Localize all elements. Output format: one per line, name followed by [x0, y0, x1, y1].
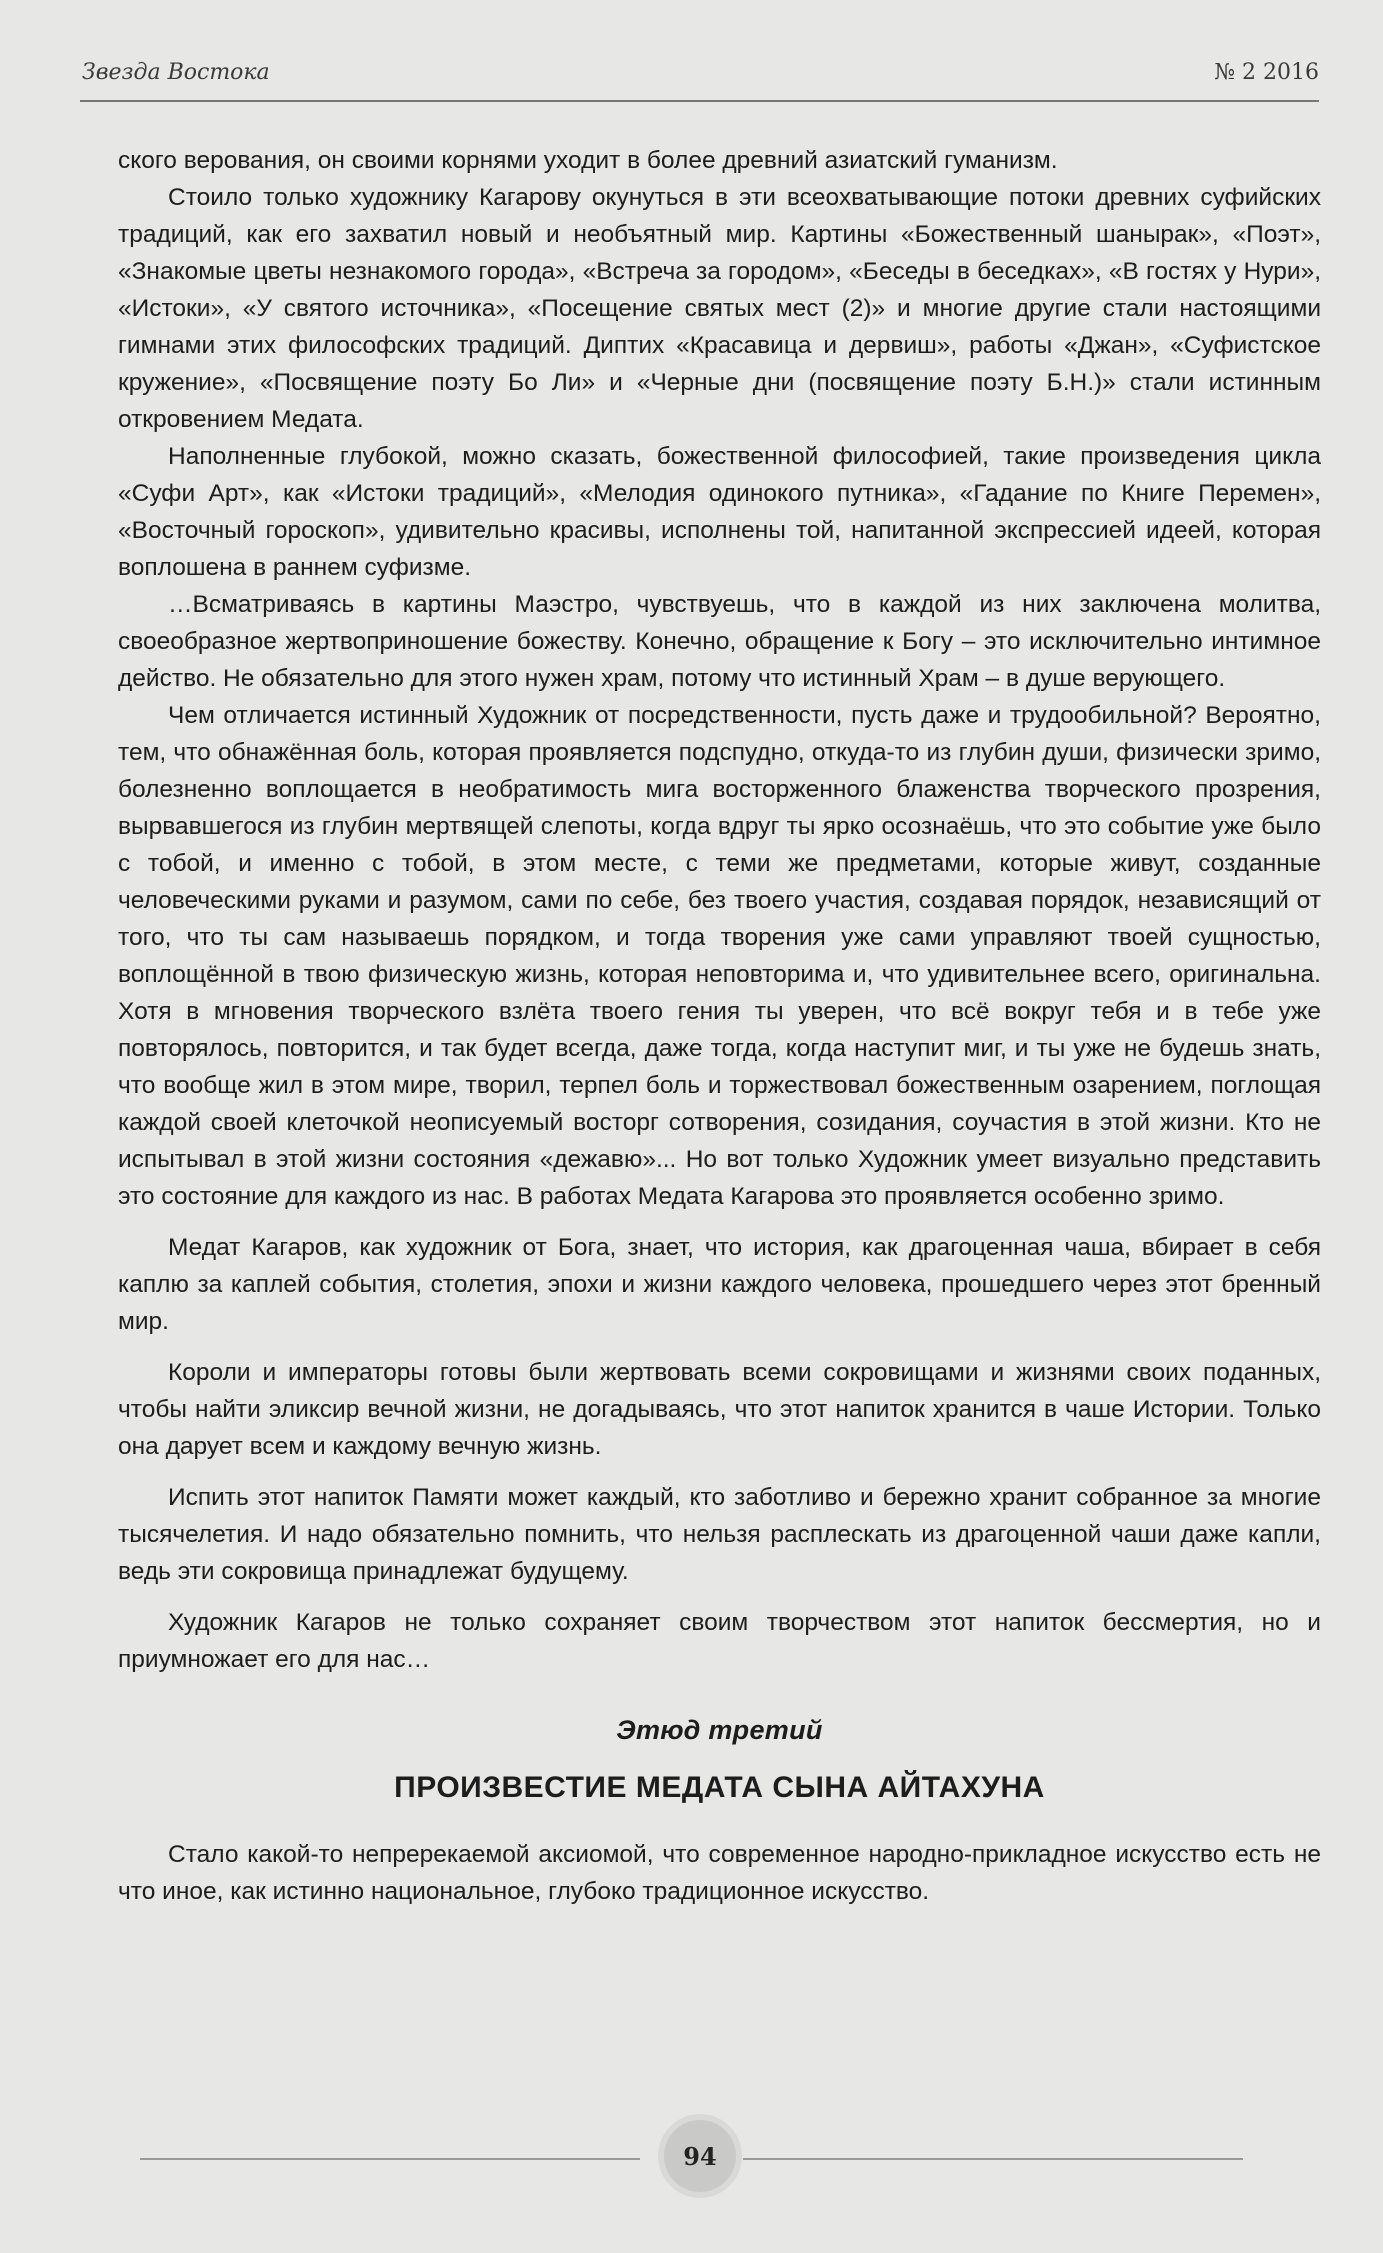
paragraph: Короли и императоры готовы были жертвовать всеми сокровищами и жизнями своих поданных, чтобы найти эликсир вечной жизни, не догадываясь, что этот напиток хранится в чаше Истории. Только она дарует всем и каждому вечную жизнь.: [118, 1359, 1321, 1460]
paragraph: Испить этот напиток Памяти может каждый, кто заботливо и бережно хранит собранное за многие тысячелетия. И надо обязательно помнить, что нельзя расплескать из драгоценной чаши даже капли, ведь эти сокровища принадлежат будущему.: [118, 1484, 1321, 1585]
paragraph: Стало какой-то непререкаемой аксиомой, что современное народно-прикладное искусство есть не что иное, как истинно национальное, глубоко традиционное искусство.: [118, 1841, 1321, 1905]
journal-title: Звезда Востока: [82, 60, 270, 85]
footer-rule-right: [743, 2158, 1243, 2160]
page-number: 94: [683, 2141, 717, 2171]
paragraph: Чем отличается истинный Художник от посредственности, пусть даже и трудообильной? Вероятно, тем, что обнажённая боль, которая проявляется подспудно, откуда-то из глубин души, физически зримо, болезненно воплощается в необратимость мига восторженного блаженства творческого прозрения, вырвавшегося из глубин мертвящей слепоты, когда вдруг ты ярко осознаёшь, что это событие уже было с тобой, и именно с тобой, в этом месте, с теми же предметами, которые живут, созданные человеческими руками и разумом, сами по себе, без твоего участия, создавая порядок, независящий от того, что ты сам называешь порядком, и тогда творения уже сами управляют твоей сущностью, воплощённой в твою физическую жизнь, которая неповторима и, что удивительнее всего, оригинальна. Хотя в мгновения творческого взлёта твоего гения ты уверен, что всё вокруг тебя и в тебе уже повторялось, повторится, и так будет всегда, даже тогда, когда наступит миг, и ты уже не будешь знать, что вообще жил в этом мире, творил, терпел боль и торжествовал божественным озарением, поглощая каждой своей клеточкой неописуемый восторг сотворения, созидания, соучастия в этой жизни. Кто не испытывал в этой жизни состояния «дежавю»... Но вот только Художник умеет визуально представить это состояние для каждого из нас. В работах Медата Кагарова это проявляется особенно зримо.: [118, 702, 1321, 1210]
article-body: [118, 142, 1321, 1910]
paragraph: Художник Кагаров не только сохраняет своим творчеством этот напиток бессмертия, но и приумножает его для нас…: [118, 1609, 1321, 1673]
footer-rule-left: [140, 2158, 640, 2160]
paragraph: Наполненные глубокой, можно сказать, божественной философией, такие произведения цикла «Суфи Арт», как «Истоки традиций», «Мелодия одинокого путника», «Гадание по Книге Перемен», «Восточный гороскоп», удивительно красивы, исполнены той, напитанной экспрессией идеей, которая воплошена в раннем суфизме.: [118, 443, 1321, 581]
issue-number: № 2 2016: [1214, 60, 1319, 85]
paragraph: Медат Кагаров, как художник от Бога, знает, что история, как драгоценная чаша, вбирает в себя каплю за каплей события, столетия, эпохи и жизни каждого человека, прошедшего через этот бренный мир.: [118, 1234, 1321, 1335]
etude-title: Этюд третий: [616, 1715, 823, 1745]
header-rule: [80, 100, 1319, 102]
section-heading: ПРОИЗВЕСТИЕ МЕДАТА СЫНА АЙТАХУНА: [394, 1771, 1045, 1804]
paragraph: Стоило только художнику Кагарову окунуться в эти всеохватывающие потоки древних суфийских традиций, как его захватил новый и необъятный мир. Картины «Божественный шанырак», «Поэт», «Знакомые цветы незнакомого города», «Встреча за городом», «Беседы в беседках», «В гостях у Нури», «Истоки», «У святого источника», «Посещение святых мест (2)» и многие другие стали настоящими гимнами этих философских традиций. Диптих «Красавица и дервиш», работы «Джан», «Суфистское кружение», «Посвящение поэту Бо Ли» и «Черные дни (посвящение поэту Б.Н.)» стали истинным откровением Медата.: [118, 184, 1321, 433]
page-number-badge: [664, 2120, 736, 2192]
page-header: [82, 60, 1319, 100]
paragraph: …Всматриваясь в картины Маэстро, чувствуешь, что в каждой из них заключена молитва, своеобразное жертвоприношение божеству. Конечно, обращение к Богу – это исключительно интимное действо. Не обязательно для этого нужен храм, потому что истинный Храм – в душе верующего.: [118, 591, 1321, 692]
page-footer: [0, 2120, 1383, 2196]
paragraph: ского верования, он своими корнями уходит в более древний азиатский гуманизм.: [118, 147, 1058, 174]
